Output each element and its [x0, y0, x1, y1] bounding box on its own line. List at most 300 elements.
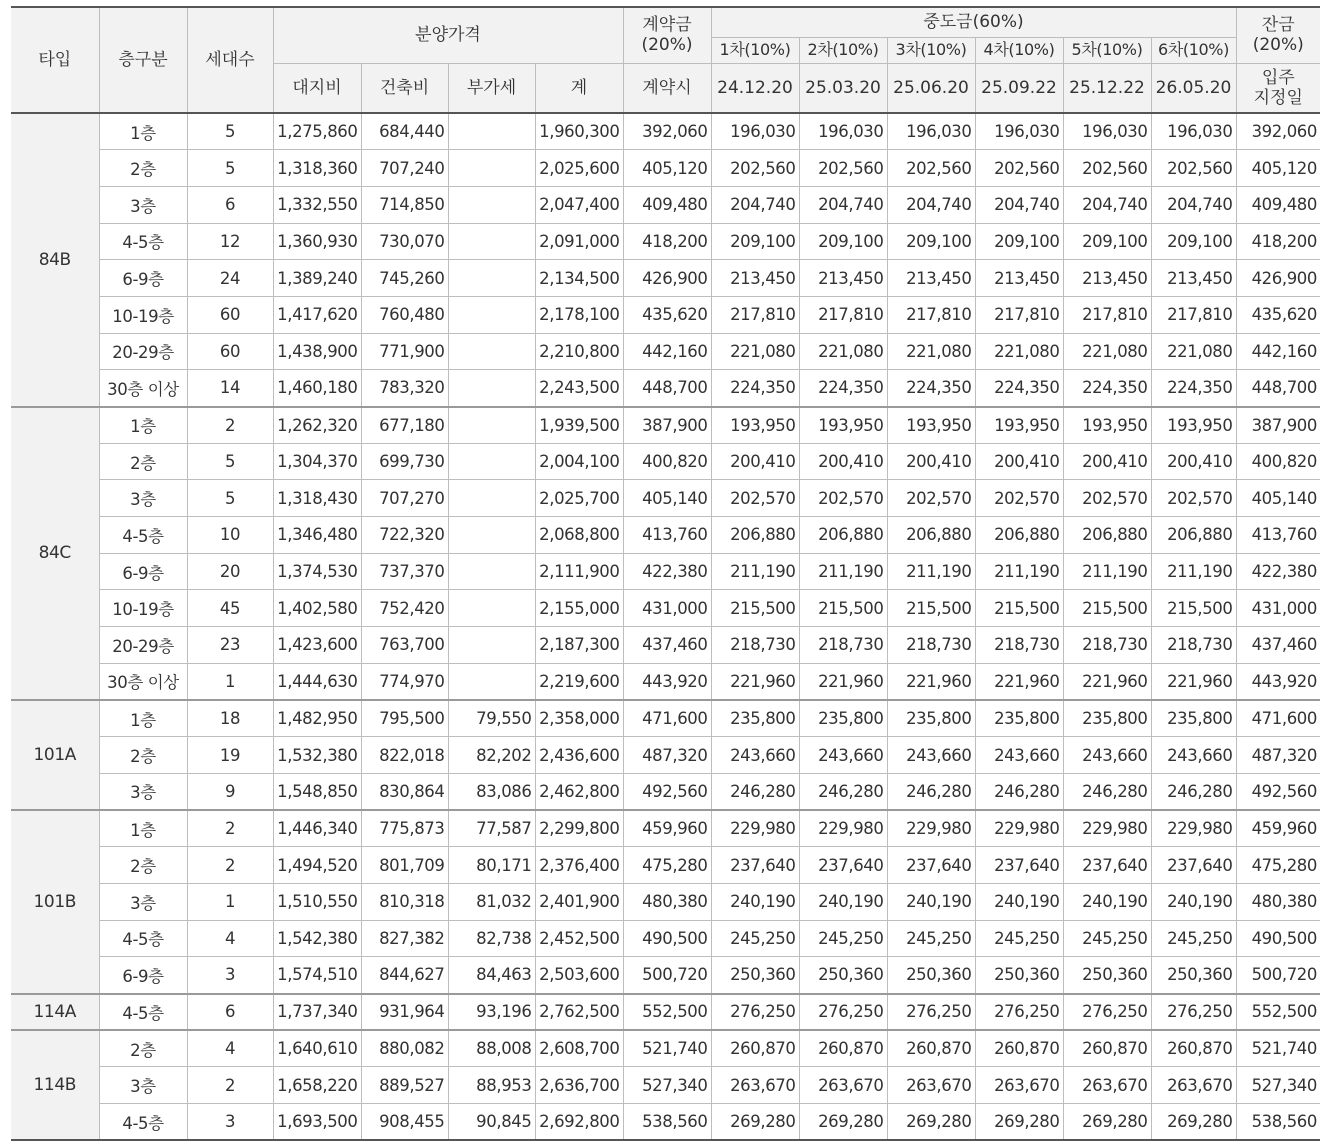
type-cell: 101B — [11, 810, 99, 993]
land-cost-cell: 1,693,500 — [273, 1104, 361, 1141]
middle-payment-cell: 221,960 — [1151, 663, 1236, 700]
units-cell: 6 — [187, 994, 273, 1031]
balance-cell: 475,280 — [1236, 847, 1320, 884]
middle-payment-cell: 202,570 — [887, 480, 975, 517]
header-total: 계 — [535, 63, 623, 113]
table-row — [11, 370, 1320, 407]
units-cell: 9 — [187, 773, 273, 810]
land-cost-cell: 1,374,530 — [273, 553, 361, 590]
units-cell: 2 — [187, 407, 273, 444]
header-construction: 건축비 — [361, 63, 448, 113]
deposit-cell: 405,120 — [623, 150, 711, 187]
header-installment-date: 26.05.20 — [1151, 63, 1236, 113]
vat-cell — [448, 553, 535, 590]
balance-cell: 490,500 — [1236, 920, 1320, 957]
middle-payment-cell: 269,280 — [1151, 1104, 1236, 1141]
middle-payment-cell: 193,950 — [1151, 407, 1236, 444]
total-price-cell: 2,762,500 — [535, 994, 623, 1031]
deposit-cell: 552,500 — [623, 994, 711, 1031]
table-row — [11, 260, 1320, 297]
middle-payment-cell: 209,100 — [799, 223, 887, 260]
balance-cell: 471,600 — [1236, 700, 1320, 737]
land-cost-cell: 1,346,480 — [273, 517, 361, 554]
units-cell: 19 — [187, 737, 273, 774]
type-cell: 101A — [11, 700, 99, 810]
middle-payment-cell: 243,660 — [975, 737, 1063, 774]
middle-payment-cell: 215,500 — [887, 590, 975, 627]
middle-payment-cell: 269,280 — [1063, 1104, 1151, 1141]
deposit-cell: 538,560 — [623, 1104, 711, 1141]
construction-cost-cell: 707,270 — [361, 480, 448, 517]
vat-cell — [448, 150, 535, 187]
middle-payment-cell: 221,960 — [1063, 663, 1151, 700]
middle-payment-cell: 276,250 — [887, 994, 975, 1031]
middle-payment-cell: 263,670 — [887, 1067, 975, 1104]
construction-cost-cell: 684,440 — [361, 113, 448, 150]
header-land: 대지비 — [273, 63, 361, 113]
middle-payment-cell: 196,030 — [799, 113, 887, 150]
construction-cost-cell: 774,970 — [361, 663, 448, 700]
middle-payment-cell: 200,410 — [975, 443, 1063, 480]
middle-payment-cell: 240,190 — [887, 883, 975, 920]
deposit-cell: 400,820 — [623, 443, 711, 480]
middle-payment-cell: 211,190 — [887, 553, 975, 590]
construction-cost-cell: 783,320 — [361, 370, 448, 407]
units-cell: 5 — [187, 443, 273, 480]
total-price-cell: 2,004,100 — [535, 443, 623, 480]
middle-payment-cell: 196,030 — [711, 113, 799, 150]
total-price-cell: 2,636,700 — [535, 1067, 623, 1104]
middle-payment-cell: 246,280 — [799, 773, 887, 810]
balance-cell: 392,060 — [1236, 113, 1320, 150]
middle-payment-cell: 229,980 — [711, 810, 799, 847]
balance-cell: 443,920 — [1236, 663, 1320, 700]
header-installment-label: 2차(10%) — [799, 37, 887, 63]
middle-payment-cell: 235,800 — [1151, 700, 1236, 737]
units-cell: 3 — [187, 1104, 273, 1141]
total-price-cell: 2,462,800 — [535, 773, 623, 810]
floor-cell: 3층 — [99, 1067, 187, 1104]
middle-payment-cell: 202,560 — [975, 150, 1063, 187]
middle-payment-cell: 218,730 — [975, 627, 1063, 664]
land-cost-cell: 1,262,320 — [273, 407, 361, 444]
floor-cell: 20-29층 — [99, 333, 187, 370]
middle-payment-cell: 217,810 — [799, 296, 887, 333]
vat-cell — [448, 517, 535, 554]
land-cost-cell: 1,494,520 — [273, 847, 361, 884]
table-row — [11, 296, 1320, 333]
vat-cell: 84,463 — [448, 957, 535, 994]
table-row — [11, 957, 1320, 994]
total-price-cell: 2,187,300 — [535, 627, 623, 664]
middle-payment-cell: 245,250 — [887, 920, 975, 957]
balance-cell: 426,900 — [1236, 260, 1320, 297]
land-cost-cell: 1,532,380 — [273, 737, 361, 774]
floor-cell: 10-19층 — [99, 296, 187, 333]
header-deposit-pct: (20%) — [641, 35, 693, 56]
land-cost-cell: 1,446,340 — [273, 810, 361, 847]
deposit-cell: 490,500 — [623, 920, 711, 957]
middle-payment-cell: 196,030 — [887, 113, 975, 150]
construction-cost-cell: 722,320 — [361, 517, 448, 554]
land-cost-cell: 1,574,510 — [273, 957, 361, 994]
middle-payment-cell: 202,560 — [1063, 150, 1151, 187]
middle-payment-cell: 237,640 — [1151, 847, 1236, 884]
middle-payment-cell: 224,350 — [1063, 370, 1151, 407]
middle-payment-cell: 235,800 — [711, 700, 799, 737]
middle-payment-cell: 250,360 — [887, 957, 975, 994]
total-price-cell: 2,376,400 — [535, 847, 623, 884]
deposit-cell: 521,740 — [623, 1030, 711, 1067]
floor-cell: 4-5층 — [99, 994, 187, 1031]
middle-payment-cell: 204,740 — [799, 186, 887, 223]
middle-payment-cell: 246,280 — [975, 773, 1063, 810]
deposit-cell: 437,460 — [623, 627, 711, 664]
middle-payment-cell: 263,670 — [799, 1067, 887, 1104]
floor-cell: 30층 이상 — [99, 663, 187, 700]
construction-cost-cell: 763,700 — [361, 627, 448, 664]
construction-cost-cell: 737,370 — [361, 553, 448, 590]
total-price-cell: 2,025,700 — [535, 480, 623, 517]
land-cost-cell: 1,389,240 — [273, 260, 361, 297]
middle-payment-cell: 215,500 — [711, 590, 799, 627]
total-price-cell: 2,299,800 — [535, 810, 623, 847]
table-row — [11, 920, 1320, 957]
table-row — [11, 737, 1320, 774]
land-cost-cell: 1,737,340 — [273, 994, 361, 1031]
middle-payment-cell: 211,190 — [799, 553, 887, 590]
middle-payment-cell: 211,190 — [711, 553, 799, 590]
units-cell: 23 — [187, 627, 273, 664]
middle-payment-cell: 276,250 — [975, 994, 1063, 1031]
table-row — [11, 113, 1320, 150]
land-cost-cell: 1,423,600 — [273, 627, 361, 664]
balance-cell: 418,200 — [1236, 223, 1320, 260]
balance-cell: 437,460 — [1236, 627, 1320, 664]
vat-cell — [448, 443, 535, 480]
middle-payment-cell: 221,080 — [799, 333, 887, 370]
units-cell: 14 — [187, 370, 273, 407]
header-balance — [1236, 7, 1320, 63]
balance-cell: 405,140 — [1236, 480, 1320, 517]
table-row — [11, 150, 1320, 187]
units-cell: 2 — [187, 1067, 273, 1104]
construction-cost-cell: 699,730 — [361, 443, 448, 480]
middle-payment-cell: 240,190 — [1151, 883, 1236, 920]
middle-payment-cell: 209,100 — [975, 223, 1063, 260]
vat-cell — [448, 480, 535, 517]
middle-payment-cell: 200,410 — [887, 443, 975, 480]
total-price-cell: 2,091,000 — [535, 223, 623, 260]
land-cost-cell: 1,275,860 — [273, 113, 361, 150]
middle-payment-cell: 218,730 — [711, 627, 799, 664]
vat-cell: 90,845 — [448, 1104, 535, 1141]
middle-payment-cell: 246,280 — [887, 773, 975, 810]
construction-cost-cell: 795,500 — [361, 700, 448, 737]
total-price-cell: 2,025,600 — [535, 150, 623, 187]
middle-payment-cell: 221,960 — [887, 663, 975, 700]
middle-payment-cell: 193,950 — [799, 407, 887, 444]
total-price-cell: 2,503,600 — [535, 957, 623, 994]
land-cost-cell: 1,542,380 — [273, 920, 361, 957]
middle-payment-cell: 221,080 — [1063, 333, 1151, 370]
units-cell: 60 — [187, 333, 273, 370]
floor-cell: 3층 — [99, 186, 187, 223]
land-cost-cell: 1,318,430 — [273, 480, 361, 517]
middle-payment-cell: 245,250 — [1151, 920, 1236, 957]
middle-payment-cell: 215,500 — [975, 590, 1063, 627]
units-cell: 60 — [187, 296, 273, 333]
middle-payment-cell: 235,800 — [975, 700, 1063, 737]
table-row — [11, 1067, 1320, 1104]
total-price-cell: 1,960,300 — [535, 113, 623, 150]
vat-cell: 88,008 — [448, 1030, 535, 1067]
deposit-cell: 527,340 — [623, 1067, 711, 1104]
vat-cell — [448, 186, 535, 223]
floor-cell: 2층 — [99, 1030, 187, 1067]
floor-cell: 4-5층 — [99, 1104, 187, 1141]
middle-payment-cell: 243,660 — [711, 737, 799, 774]
balance-cell: 435,620 — [1236, 296, 1320, 333]
middle-payment-cell: 235,800 — [1063, 700, 1151, 737]
balance-cell: 459,960 — [1236, 810, 1320, 847]
price-table — [11, 6, 1320, 1141]
deposit-cell: 459,960 — [623, 810, 711, 847]
middle-payment-cell: 200,410 — [1151, 443, 1236, 480]
middle-payment-cell: 213,450 — [1151, 260, 1236, 297]
table-row — [11, 663, 1320, 700]
balance-cell: 521,740 — [1236, 1030, 1320, 1067]
deposit-cell: 418,200 — [623, 223, 711, 260]
total-price-cell: 2,243,500 — [535, 370, 623, 407]
middle-payment-cell: 260,870 — [975, 1030, 1063, 1067]
middle-payment-cell: 211,190 — [975, 553, 1063, 590]
deposit-cell: 448,700 — [623, 370, 711, 407]
header-installment-date: 24.12.20 — [711, 63, 799, 113]
header-installment-label: 6차(10%) — [1151, 37, 1236, 63]
table-row — [11, 627, 1320, 664]
land-cost-cell: 1,417,620 — [273, 296, 361, 333]
middle-payment-cell: 217,810 — [887, 296, 975, 333]
vat-cell: 81,032 — [448, 883, 535, 920]
vat-cell: 82,202 — [448, 737, 535, 774]
deposit-cell: 422,380 — [623, 553, 711, 590]
construction-cost-cell: 844,627 — [361, 957, 448, 994]
floor-cell: 3층 — [99, 480, 187, 517]
balance-cell: 527,340 — [1236, 1067, 1320, 1104]
middle-payment-cell: 202,570 — [975, 480, 1063, 517]
table-row — [11, 186, 1320, 223]
deposit-cell: 392,060 — [623, 113, 711, 150]
middle-payment-cell: 245,250 — [1063, 920, 1151, 957]
type-cell: 84C — [11, 407, 99, 701]
middle-payment-cell: 246,280 — [1063, 773, 1151, 810]
header-deposit — [623, 7, 711, 63]
construction-cost-cell: 822,018 — [361, 737, 448, 774]
middle-payment-cell: 202,570 — [711, 480, 799, 517]
middle-payment-cell: 229,980 — [799, 810, 887, 847]
construction-cost-cell: 810,318 — [361, 883, 448, 920]
header-floor: 층구분 — [99, 7, 187, 113]
vat-cell: 83,086 — [448, 773, 535, 810]
units-cell: 6 — [187, 186, 273, 223]
middle-payment-cell: 206,880 — [975, 517, 1063, 554]
middle-payment-cell: 260,870 — [1063, 1030, 1151, 1067]
total-price-cell: 2,219,600 — [535, 663, 623, 700]
vat-cell: 80,171 — [448, 847, 535, 884]
header-type: 타입 — [11, 7, 99, 113]
deposit-cell: 426,900 — [623, 260, 711, 297]
land-cost-cell: 1,510,550 — [273, 883, 361, 920]
middle-payment-cell: 213,450 — [1063, 260, 1151, 297]
vat-cell — [448, 260, 535, 297]
middle-payment-cell: 221,080 — [1151, 333, 1236, 370]
price-table-container — [11, 6, 1320, 1141]
floor-cell: 4-5층 — [99, 223, 187, 260]
balance-cell: 492,560 — [1236, 773, 1320, 810]
middle-payment-cell: 237,640 — [975, 847, 1063, 884]
floor-cell: 3층 — [99, 773, 187, 810]
construction-cost-cell: 827,382 — [361, 920, 448, 957]
construction-cost-cell: 707,240 — [361, 150, 448, 187]
middle-payment-cell: 218,730 — [1063, 627, 1151, 664]
middle-payment-cell: 213,450 — [711, 260, 799, 297]
middle-payment-cell: 260,870 — [711, 1030, 799, 1067]
middle-payment-cell: 193,950 — [887, 407, 975, 444]
middle-payment-cell: 204,740 — [711, 186, 799, 223]
vat-cell: 88,953 — [448, 1067, 535, 1104]
table-row — [11, 407, 1320, 444]
land-cost-cell: 1,304,370 — [273, 443, 361, 480]
vat-cell — [448, 590, 535, 627]
deposit-cell: 475,280 — [623, 847, 711, 884]
units-cell: 45 — [187, 590, 273, 627]
middle-payment-cell: 224,350 — [975, 370, 1063, 407]
units-cell: 24 — [187, 260, 273, 297]
middle-payment-cell: 235,800 — [799, 700, 887, 737]
deposit-cell: 443,920 — [623, 663, 711, 700]
middle-payment-cell: 269,280 — [975, 1104, 1063, 1141]
table-row — [11, 1104, 1320, 1141]
land-cost-cell: 1,482,950 — [273, 700, 361, 737]
balance-cell: 409,480 — [1236, 186, 1320, 223]
middle-payment-cell: 269,280 — [887, 1104, 975, 1141]
header-deposit-when: 계약시 — [623, 63, 711, 113]
floor-cell: 2층 — [99, 443, 187, 480]
middle-payment-cell: 202,570 — [1151, 480, 1236, 517]
floor-cell: 20-29층 — [99, 627, 187, 664]
total-price-cell: 2,210,800 — [535, 333, 623, 370]
middle-payment-cell: 246,280 — [711, 773, 799, 810]
deposit-cell: 409,480 — [623, 186, 711, 223]
middle-payment-cell: 213,450 — [887, 260, 975, 297]
vat-cell — [448, 370, 535, 407]
header-deposit-label: 계약금 — [642, 15, 692, 36]
middle-payment-cell: 206,880 — [711, 517, 799, 554]
middle-payment-cell: 243,660 — [1063, 737, 1151, 774]
middle-payment-cell: 196,030 — [1063, 113, 1151, 150]
construction-cost-cell: 752,420 — [361, 590, 448, 627]
middle-payment-cell: 250,360 — [711, 957, 799, 994]
header-balance-label: 잔금 — [1261, 15, 1295, 36]
vat-cell: 82,738 — [448, 920, 535, 957]
header-installment-date: 25.12.22 — [1063, 63, 1151, 113]
middle-payment-cell: 215,500 — [1151, 590, 1236, 627]
header-balance-when — [1236, 63, 1320, 113]
deposit-cell: 492,560 — [623, 773, 711, 810]
deposit-cell: 435,620 — [623, 296, 711, 333]
total-price-cell: 2,692,800 — [535, 1104, 623, 1141]
middle-payment-cell: 263,670 — [975, 1067, 1063, 1104]
middle-payment-cell: 202,560 — [711, 150, 799, 187]
table-row — [11, 994, 1320, 1031]
vat-cell — [448, 407, 535, 444]
total-price-cell: 2,134,500 — [535, 260, 623, 297]
middle-payment-cell: 221,080 — [975, 333, 1063, 370]
middle-payment-cell: 240,190 — [799, 883, 887, 920]
deposit-cell: 431,000 — [623, 590, 711, 627]
units-cell: 2 — [187, 810, 273, 847]
construction-cost-cell: 760,480 — [361, 296, 448, 333]
middle-payment-cell: 224,350 — [887, 370, 975, 407]
middle-payment-cell: 200,410 — [711, 443, 799, 480]
middle-payment-cell: 224,350 — [711, 370, 799, 407]
middle-payment-cell: 218,730 — [799, 627, 887, 664]
units-cell: 5 — [187, 480, 273, 517]
middle-payment-cell: 243,660 — [1151, 737, 1236, 774]
middle-payment-cell: 202,570 — [1063, 480, 1151, 517]
header-installment-date: 25.09.22 — [975, 63, 1063, 113]
balance-cell: 487,320 — [1236, 737, 1320, 774]
vat-cell — [448, 627, 535, 664]
total-price-cell: 2,111,900 — [535, 553, 623, 590]
middle-payment-cell: 200,410 — [799, 443, 887, 480]
deposit-cell: 405,140 — [623, 480, 711, 517]
middle-payment-cell: 240,190 — [975, 883, 1063, 920]
middle-payment-cell: 218,730 — [1151, 627, 1236, 664]
middle-payment-cell: 209,100 — [1151, 223, 1236, 260]
units-cell: 10 — [187, 517, 273, 554]
middle-payment-cell: 250,360 — [799, 957, 887, 994]
total-price-cell: 2,068,800 — [535, 517, 623, 554]
header-balance-when-1: 입주 — [1261, 67, 1295, 88]
land-cost-cell: 1,402,580 — [273, 590, 361, 627]
middle-payment-cell: 229,980 — [1151, 810, 1236, 847]
construction-cost-cell: 771,900 — [361, 333, 448, 370]
middle-payment-cell: 213,450 — [799, 260, 887, 297]
construction-cost-cell: 775,873 — [361, 810, 448, 847]
floor-cell: 1층 — [99, 407, 187, 444]
construction-cost-cell: 730,070 — [361, 223, 448, 260]
vat-cell — [448, 296, 535, 333]
vat-cell — [448, 333, 535, 370]
middle-payment-cell: 260,870 — [799, 1030, 887, 1067]
middle-payment-cell: 221,960 — [975, 663, 1063, 700]
middle-payment-cell: 237,640 — [711, 847, 799, 884]
floor-cell: 6-9층 — [99, 553, 187, 590]
units-cell: 4 — [187, 1030, 273, 1067]
middle-payment-cell: 217,810 — [1151, 296, 1236, 333]
header-middle-payment: 중도금(60%) — [711, 7, 1236, 37]
middle-payment-cell: 206,880 — [887, 517, 975, 554]
deposit-cell: 487,320 — [623, 737, 711, 774]
middle-payment-cell: 243,660 — [887, 737, 975, 774]
units-cell: 4 — [187, 920, 273, 957]
floor-cell: 6-9층 — [99, 957, 187, 994]
header-balance-pct: (20%) — [1252, 35, 1304, 56]
units-cell: 5 — [187, 150, 273, 187]
header-balance-when-2: 지정일 — [1253, 87, 1303, 108]
